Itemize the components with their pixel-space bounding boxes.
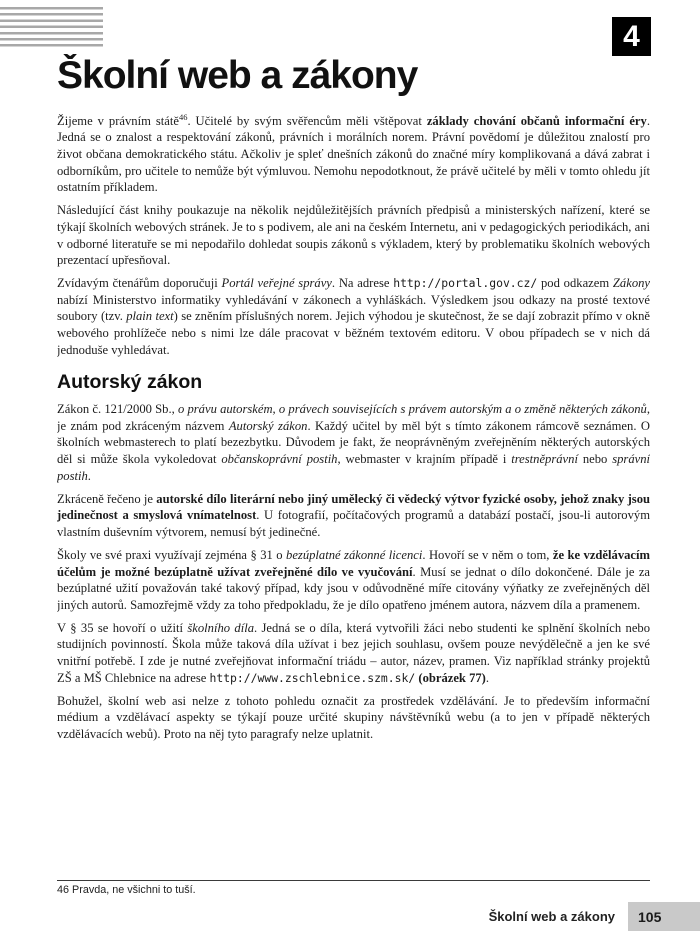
text-segment: (obrázek 77) bbox=[418, 670, 486, 685]
text-segment: . Jedná se o díla, která vytvořili žáci nebo studenti ke splnění školních nebo studijních povinností. Škola může taková díla užívat i bez jejich souhlasu, ovšem pouze nevýdělečně a jen ke své vnitřní potřebě. I zde je nutné zveřejňovat informační triádu – autor, název, pramen. Viz například stránky projektů ZŠ a MŠ Chlebnice na adrese bbox=[57, 620, 650, 685]
text-segment: plain text bbox=[126, 309, 174, 324]
url-text: http://www.zschlebnice.szm.sk/ bbox=[209, 670, 416, 685]
page-number-box bbox=[628, 902, 700, 931]
text-segment: Zákony bbox=[612, 276, 650, 291]
text-segment: Portál veřejné správy bbox=[221, 276, 332, 291]
text-segment: trestněprávní bbox=[511, 451, 578, 466]
text-segment: pod odkazem bbox=[537, 276, 613, 291]
text-column bbox=[57, 54, 650, 870]
text-segment: . bbox=[485, 670, 490, 685]
corner-stripes-decoration bbox=[0, 7, 103, 48]
text-segment: , je znám pod zkráceným názvem bbox=[57, 402, 650, 433]
footnote-marker: 46 bbox=[57, 884, 70, 896]
text-segment: . Musí se jednat o dílo dokončené. Dále je za bezúplatné užití považován také takový případ, kdy jsou v odůvodněné míře citovány výňatky ze zveřejněných děl jiných autorů. Samozřejmě vždy za toho předpokladu, že je dílo opatřeno jménem autora, názvem díla a pramenem. bbox=[57, 564, 650, 612]
text-segment: . Každý učitel by měl být s tímto zákonem rámcově seznámen. O školních webmasterech to platí bezezbytku. Důvodem je fakt, že neoprávněným zveřejněním některých autorských děl si může škola vykoledovat bbox=[57, 418, 650, 466]
text-segment: občanskoprávní postih bbox=[221, 451, 338, 466]
paragraph bbox=[57, 620, 650, 686]
paragraph bbox=[57, 275, 650, 358]
text-segment: . bbox=[87, 468, 91, 483]
text-segment: Zvídavým čtenářům doporučuji bbox=[57, 276, 222, 291]
chapter-number: 4 bbox=[623, 19, 640, 53]
text-segment: Autorský zákon bbox=[228, 418, 308, 433]
footer-chapter-label: Školní web a zákony bbox=[488, 909, 615, 924]
text-segment: . U fotografií, počítačových programů a databází postačí, jsou-li autorovým vlastním duševním výtvorem, nemusí být jedinečné. bbox=[57, 508, 650, 539]
text-segment: autorské dílo literární nebo jiný umělecký či vědecký výtvor fyzické osoby, jehož znaky jsou jedinečnost a smyslová vnímatelnost bbox=[57, 491, 650, 523]
text-segment: bezúplatné zákonné licenci bbox=[286, 547, 423, 562]
body-content bbox=[57, 113, 650, 743]
text-segment: Následující část knihy poukazuje na několik nejdůležitějších právních předpisů a ministerských nařízení, které se týkají školních webových stránek. Je to s podivem, ale ani na českém Internetu, ani v pedagogických periodikách, ani v odborné literatuře se mi nepodařilo dohledat soupis zákonů s výkladem, který by problematiku školních webových prezentací upřesňoval. bbox=[57, 203, 650, 268]
text-segment: Zkráceně řečeno je bbox=[57, 491, 157, 506]
paragraph bbox=[57, 113, 650, 196]
chapter-number-box bbox=[612, 17, 651, 56]
section-heading: Autorský zákon bbox=[57, 371, 203, 394]
text-segment: Zákon č. 121/2000 Sb., bbox=[57, 402, 178, 417]
text-segment: základy chování občanů informační éry bbox=[426, 113, 647, 128]
text-segment: ) se zněním příslušných norem. Jejich výhodou je skutečnost, že se dají zobrazit přímo v okně webového prohlížeče nebo s nimi lze dále pracovat v běžném textovém editoru. V obou případech se v nich dá jednoduše vyhledávat. bbox=[57, 309, 650, 357]
page-footer bbox=[489, 902, 700, 931]
text-segment: nabízí Ministerstvo informatiky vyhledávání v zákonech a vyhláškách. Výsledkem jsou odkazy na prosté textové soubory (tzv. bbox=[57, 292, 650, 324]
text-segment: Školy ve své praxi využívají zejména § 31 o bbox=[57, 547, 287, 562]
text-segment: . Na adrese bbox=[331, 276, 394, 291]
text-segment: Bohužel, školní web asi nelze z tohoto pohledu označit za prostředek vzdělávání. Je to především informační médium a vzdělávací aspekty se týkají pouze určité skupiny návštěvníků webu (a to jen v případě některých vzdělávacích webů). Proto na něj tyto paragrafy nelze uplatnit. bbox=[57, 693, 650, 741]
text-segment: , webmaster v krajním případě i bbox=[337, 451, 512, 466]
text-segment: školního díla bbox=[187, 620, 255, 635]
text-segment: . Učitelé by svým svěřencům měli vštěpovat bbox=[187, 113, 427, 128]
text-segment: V § 35 se hovoří o užití bbox=[57, 620, 188, 635]
text-segment: že ke vzdělávacím účelům je možné bezúplatně užívat zveřejněné dílo ve vyučování bbox=[57, 547, 650, 579]
url-text: http://portal.gov.cz/ bbox=[393, 276, 538, 291]
text-segment: 46 bbox=[178, 111, 188, 122]
paragraph bbox=[57, 547, 650, 613]
text-segment: správní postih bbox=[57, 451, 650, 483]
paragraph bbox=[57, 401, 650, 484]
paragraph bbox=[57, 202, 650, 268]
footnote-area bbox=[57, 880, 650, 896]
text-segment: o právu autorském, o právech souvisejících s právem autorským a o změně některých zákonů bbox=[177, 402, 647, 417]
page-number: 105 bbox=[638, 908, 662, 925]
text-segment: . Hovoří se v něm o tom, bbox=[422, 547, 553, 562]
paragraph bbox=[57, 693, 650, 743]
paragraph bbox=[57, 491, 650, 541]
page-title: Školní web a zákony bbox=[57, 54, 418, 97]
text-segment: . Jedná se o znalost a respektování zákonů, právních i morálních norem. Právní povědomí je důležitou znalostí pro život občana demokratického státu. Ačkoliv je spleť dnešních zákonů do značné míry komplikovaná a dává zabrat i odborníkům, pro učitele to nemůže být výmluvou. Nemohu nepodotknout, že právě učitelé by měli v tomto ohledu jít ostatním příkladem. bbox=[57, 113, 650, 195]
footnote-text: Pravda, ne všichni to tuší. bbox=[72, 884, 196, 896]
text-segment: Žijeme v právním státě bbox=[57, 113, 179, 128]
text-segment: nebo bbox=[577, 451, 613, 466]
